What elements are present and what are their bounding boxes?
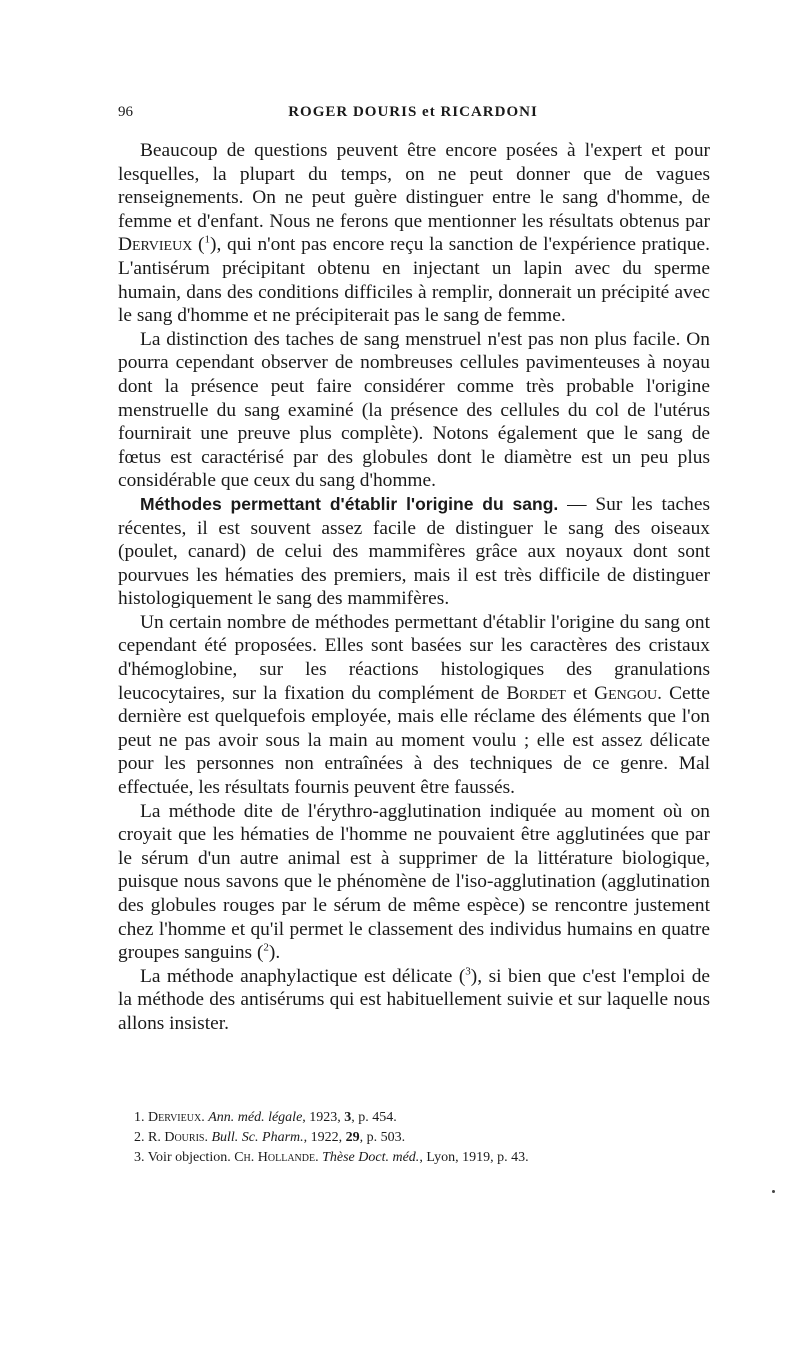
footnote-number: 2. (134, 1130, 145, 1145)
paragraph-text: Beaucoup de questions peuvent être encore posées à l'expert et pour lesquelles, la plupart du temps, on ne peut donner que de vagues renseignements. On ne peut guère distinguer entre le sang d'homme, de femme et d'enfant. Nous ne ferons que mentionner les résultats obtenus par (118, 140, 710, 232)
paragraph-2: La distinction des taches de sang menstruel n'est pas non plus facile. On pourra cependant observer de nombreuses cellules pavimenteuses à noyau dont la présence peut faire considérer comme très probable l'origine menstruelle du sang examiné (la présence des cellules du col de l'utérus fournirait une preuve plus complète). Notons également que le sang de fœtus est caractérisé par des globules dont le diamètre est un peu plus considérable que ceux du sang d'homme. (118, 328, 710, 492)
paragraph-text: Un certain nombre de méthodes permettant d'établir l'origine du sang ont cependant été proposées. Elles sont basées sur les caractères des cristaux d'hémoglobine, sur les réactions histologiques des granulations leucocytaires, sur la fixation du complément de (118, 611, 710, 704)
page-header (118, 104, 708, 128)
footnote-text: . (315, 1150, 323, 1165)
section-heading: Méthodes permettant d'établir l'origine du sang. (140, 493, 559, 514)
paragraph-5: La méthode dite de l'érythro-agglutination indiquée au moment où on croyait que les hématies de l'homme ne pouvaient être agglutinées que par le sérum d'un autre animal est à supprimer de la littérature biologique, puisque nous savons que le phénomène de l'iso-agglutination (agglutination des globules rouges par le sérum de même espèce) se rencontre justement chez l'homme et qu'il permet le classement des individus humains en quatre groupes sanguins ($^2$). (118, 800, 710, 964)
paragraph-text: , qui n'ont pas encore reçu la sanction de l'expérience pratique. L'antisérum précipitant obtenu en injectant un lapin avec du sperme humain, dans des conditions difficiles à remplir, donnerait un précipité avec le sang d'homme et ne précipiterait pas le sang de femme. (118, 234, 710, 327)
footnote-text: , p. 503. (359, 1130, 406, 1145)
footnote-text: , p. 454. (351, 1110, 397, 1125)
footnote-text: R. (148, 1130, 165, 1145)
footnote-text: . (201, 1110, 209, 1125)
footnote-3 (134, 1148, 694, 1168)
footnote-text: , 1922, (303, 1130, 346, 1145)
footnote-text: . (204, 1130, 212, 1145)
page-number: 96 (118, 104, 133, 120)
paragraph-text: et (565, 682, 595, 704)
footnote-number: 3. (134, 1150, 145, 1165)
footnote-volume: 29 (345, 1130, 360, 1145)
footnote-journal: Ann. méd. légale (208, 1110, 303, 1125)
paragraph-text: . Cette dernière est quelquefois employée, mais elle réclame des éléments que l'on peut ne pas avoir sous la main au moment voulu ; elle est assez délicate pour les personnes non entraînées à des techniques de ce genre. Mal effectuée, les résultats fournis peuvent être faussés. (118, 682, 710, 799)
footnote-journal: Thèse Doct. méd. (322, 1150, 420, 1165)
author-name: Gengou (594, 682, 658, 704)
footnote-text: , Lyon, 1919, p. 43. (419, 1150, 529, 1165)
paragraph-1: Beaucoup de questions peuvent être encore posées à l'expert et pour lesquelles, la plupart du temps, on ne peut donner que de vagues renseignements. On ne peut guère distinguer entre le sang d'homme, de femme et d'enfant. Nous ne ferons que mentionner les résultats obtenus par Dervieux ($^1$), qui n'ont pas encore reçu la sanction de l'expérience pratique. L'antisérum précipitant obtenu en injectant un lapin avec du sperme humain, dans des conditions difficiles à remplir, donnerait un précipité avec le sang d'homme et ne précipiterait pas le sang de femme. (118, 140, 710, 327)
author-name: Bordet (506, 682, 566, 704)
footnote-1 (134, 1108, 694, 1128)
paragraph-3 (118, 493, 710, 611)
footnote-volume: 3 (344, 1110, 352, 1125)
footnote-ref: 2 (263, 941, 269, 954)
body-text (118, 139, 710, 1036)
paragraph-text: , si bien que c'est l'emploi de la méthode des antisérums qui est habituellement suivie et sur laquelle nous allons insister. (118, 965, 710, 1034)
footnote-text: Voir objection. (147, 1150, 235, 1165)
footnote-author: Ch. Hollande (234, 1150, 316, 1165)
footnotes (134, 1108, 694, 1168)
paragraph-text: La méthode anaphylactique est délicate (140, 965, 453, 987)
footnote-ref: 1 (204, 233, 210, 246)
footnote-author: Dervieux (148, 1110, 202, 1125)
scan-speck (772, 1190, 775, 1193)
running-title: ROGER DOURIS et RICARDONI (288, 104, 538, 120)
paragraph-text: — Sur les taches récentes, il est souvent assez facile de distinguer le sang des oiseaux (poulet, canard) de celui des mammifères grâce aux noyaux dont sont pourvues les hématies des premiers, mais il est très difficile de distinguer histologiquement le sang des mammifères. (118, 493, 710, 610)
paragraph-6: La méthode anaphylactique est délicate ($^3$), si bien que c'est l'emploi de la méthode des antisérums qui est habituellement suivie et sur laquelle nous allons insister. (118, 965, 710, 1034)
paragraph-text: La méthode dite de l'érythro-agglutination indiquée au moment où on croyait que les hématies de l'homme ne pouvaient être agglutinées que par le sérum d'un autre animal est à supprimer de la littérature biologique, puisque nous savons que le phénomène de l'iso-agglutination (agglutination des globules rouges par le sérum de même espèce) se rencontre justement chez l'homme et qu'il permet le classement des individus humains en quatre groupes sanguins (118, 800, 710, 964)
footnote-author: Douris (164, 1130, 205, 1145)
footnote-journal: Bull. Sc. Pharm. (211, 1130, 304, 1145)
footnote-number: 1. (134, 1110, 145, 1125)
footnote-2 (134, 1128, 694, 1148)
footnote-ref: 3 (465, 965, 471, 978)
paragraph-4 (118, 611, 710, 800)
author-name: Dervieux (118, 234, 193, 256)
paragraph-text: . (275, 942, 281, 964)
footnote-text: , 1923, (302, 1110, 345, 1125)
